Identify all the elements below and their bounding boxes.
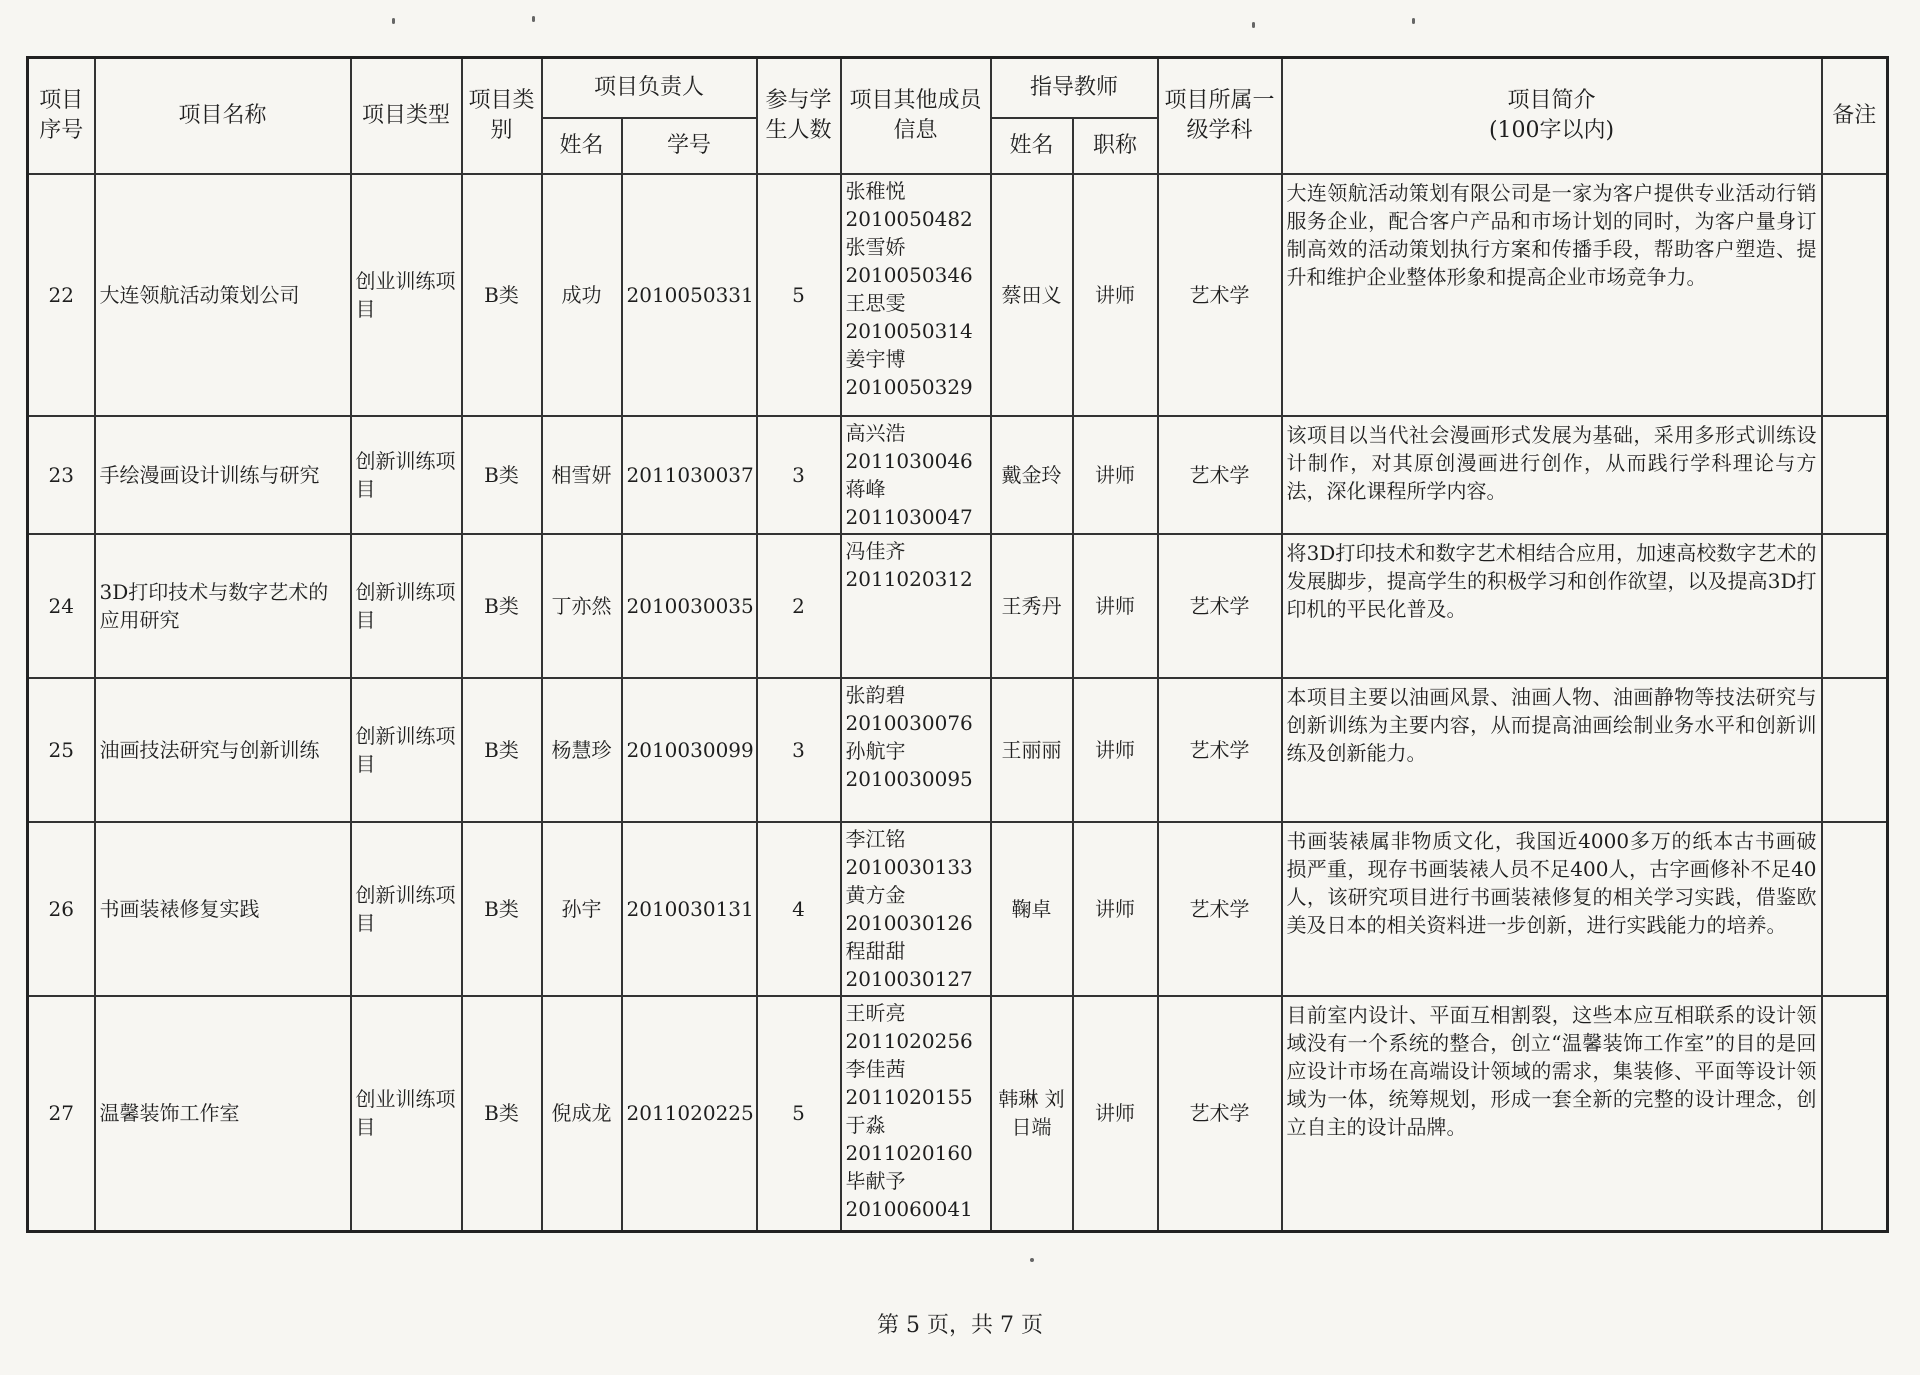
table-row <box>28 174 1888 416</box>
cell-project-name: 大连领航活动策划公司 <box>95 174 351 416</box>
cell-project-name: 手绘漫画设计训练与研究 <box>95 416 351 534</box>
table-row <box>28 996 1888 1232</box>
member-line: 2010030127 <box>845 966 973 991</box>
table-row <box>28 822 1888 996</box>
cell-seq: 22 <box>28 174 95 416</box>
cell-category: B类 <box>462 996 542 1232</box>
table-row <box>28 534 1888 678</box>
header-leader-id: 学号 <box>622 118 757 174</box>
cell-intro: 将3D打印技术和数字艺术相结合应用，加速高校数字艺术的发展脚步，提高学生的积极学习和创作欲望，以及提高3D打印机的平民化普及。 <box>1282 534 1822 678</box>
cell-intro: 该项目以当代社会漫画形式发展为基础，采用多形式训练设计制作，对其原创漫画进行创作，从而践行学科理论与方法，深化课程所学内容。 <box>1282 416 1822 534</box>
cell-intro: 本项目主要以油画风景、油画人物、油画静物等技法研究与创新训练为主要内容，从而提高油画绘制业务水平和创新训练及创新能力。 <box>1282 678 1822 822</box>
cell-advisor-title: 讲师 <box>1073 678 1158 822</box>
cell-leader-name: 成功 <box>542 174 622 416</box>
member-line: 张雪娇 <box>845 234 906 259</box>
cell-remark <box>1822 996 1888 1232</box>
cell-members <box>841 416 991 534</box>
cell-seq: 27 <box>28 996 95 1232</box>
header-type: 项目类型 <box>351 58 462 174</box>
cell-intro: 大连领航活动策划有限公司是一家为客户提供专业活动行销服务企业，配合客户产品和市场计划的同时，为客户量身订制高效的活动策划执行方案和传播手段，帮助客户塑造、提升和维护企业整体形象和提高企业市场竞争力。 <box>1282 174 1822 416</box>
cell-category: B类 <box>462 174 542 416</box>
cell-advisor-title: 讲师 <box>1073 416 1158 534</box>
cell-intro: 目前室内设计、平面互相割裂，这些本应互相联系的设计领域没有一个系统的整合，创立“温馨装饰工作室”的目的是回应设计市场在高端设计领域的需求，集装修、平面等设计领域为一体，统筹规划，形成一套全新的完整的设计理念，创立自主的设计品牌。 <box>1282 996 1822 1232</box>
cell-leader-name: 丁亦然 <box>542 534 622 678</box>
member-line: 王思雯 <box>845 290 906 315</box>
member-line: 2011020160 <box>845 1140 973 1165</box>
cell-count: 5 <box>757 174 841 416</box>
cell-leader-name: 孙宇 <box>542 822 622 996</box>
member-line: 孙航宇 <box>845 738 906 763</box>
project-table <box>26 56 1889 1233</box>
member-line: 张韵碧 <box>845 682 906 707</box>
member-line: 冯佳齐 <box>845 538 906 563</box>
table-row <box>28 416 1888 534</box>
table-body <box>28 174 1888 1232</box>
member-line: 2010030095 <box>845 766 973 791</box>
cell-leader-id: 2010030035 <box>622 534 757 678</box>
member-line: 2010030133 <box>845 854 973 879</box>
member-line: 2010050482 <box>845 206 973 231</box>
cell-category: B类 <box>462 678 542 822</box>
member-line: 2011020256 <box>845 1028 973 1053</box>
cell-remark <box>1822 678 1888 822</box>
header-seq: 项目序号 <box>28 58 95 174</box>
member-line: 2010050314 <box>845 318 973 343</box>
member-line: 李佳茜 <box>845 1056 906 1081</box>
member-line: 2010050329 <box>845 374 973 399</box>
cell-category: B类 <box>462 416 542 534</box>
cell-leader-id: 2010030131 <box>622 822 757 996</box>
cell-count: 4 <box>757 822 841 996</box>
cell-remark <box>1822 822 1888 996</box>
cell-advisor-name: 鞠卓 <box>991 822 1073 996</box>
cell-discipline: 艺术学 <box>1158 534 1282 678</box>
member-line: 黄方金 <box>845 882 906 907</box>
cell-members <box>841 822 991 996</box>
cell-seq: 25 <box>28 678 95 822</box>
header-intro <box>1282 58 1822 174</box>
cell-advisor-title: 讲师 <box>1073 174 1158 416</box>
cell-advisor-title: 讲师 <box>1073 534 1158 678</box>
cell-advisor-title: 讲师 <box>1073 822 1158 996</box>
member-line: 2010030126 <box>845 910 973 935</box>
cell-advisor-name: 王丽丽 <box>991 678 1073 822</box>
cell-leader-name: 相雪妍 <box>542 416 622 534</box>
header-remark: 备注 <box>1822 58 1888 174</box>
member-line: 2010030076 <box>845 710 973 735</box>
cell-leader-name: 杨慧珍 <box>542 678 622 822</box>
cell-project-type: 创业训练项目 <box>351 174 462 416</box>
table-row <box>28 678 1888 822</box>
cell-count: 3 <box>757 678 841 822</box>
cell-advisor-name: 戴金玲 <box>991 416 1073 534</box>
header-advisor: 指导教师 <box>991 58 1158 118</box>
cell-count: 2 <box>757 534 841 678</box>
cell-members <box>841 534 991 678</box>
cell-seq: 24 <box>28 534 95 678</box>
member-line: 程甜甜 <box>845 938 906 963</box>
header-count: 参与学生人数 <box>757 58 841 174</box>
member-line: 2010060041 <box>845 1196 973 1221</box>
cell-project-name: 温馨装饰工作室 <box>95 996 351 1232</box>
cell-advisor-name: 王秀丹 <box>991 534 1073 678</box>
member-line: 于淼 <box>845 1112 886 1137</box>
member-line: 2011020312 <box>845 566 973 591</box>
header-advisor-title: 职称 <box>1073 118 1158 174</box>
cell-seq: 23 <box>28 416 95 534</box>
cell-leader-id: 2011030037 <box>622 416 757 534</box>
cell-count: 5 <box>757 996 841 1232</box>
cell-project-type: 创业训练项目 <box>351 996 462 1232</box>
header-category: 项目类别 <box>462 58 542 174</box>
member-line: 高兴浩 <box>845 420 906 445</box>
cell-discipline: 艺术学 <box>1158 822 1282 996</box>
cell-advisor-title: 讲师 <box>1073 996 1158 1232</box>
cell-remark <box>1822 174 1888 416</box>
header-leader: 项目负责人 <box>542 58 757 118</box>
cell-project-type: 创新训练项目 <box>351 534 462 678</box>
member-line: 2010050346 <box>845 262 973 287</box>
member-line: 毕献予 <box>845 1168 906 1193</box>
header-advisor-name: 姓名 <box>991 118 1073 174</box>
cell-leader-id: 2010030099 <box>622 678 757 822</box>
cell-leader-name: 倪成龙 <box>542 996 622 1232</box>
member-line: 张稚悦 <box>845 178 906 203</box>
member-line: 2011030047 <box>845 504 973 529</box>
cell-discipline: 艺术学 <box>1158 416 1282 534</box>
cell-category: B类 <box>462 822 542 996</box>
member-line: 2011030046 <box>845 448 973 473</box>
cell-project-type: 创新训练项目 <box>351 822 462 996</box>
header-discipline: 项目所属一级学科 <box>1158 58 1282 174</box>
header-intro-title: 项目简介 <box>1507 87 1596 113</box>
cell-advisor-name: 韩琳 刘日端 <box>991 996 1073 1232</box>
page-footer: 第 5 页，共 7 页 <box>877 1313 1043 1338</box>
cell-leader-id: 2011020225 <box>622 996 757 1232</box>
cell-intro: 书画装裱属非物质文化，我国近4000多万的纸本古书画破损严重，现存书画装裱人员不足400人，古字画修补不足40人，该研究项目进行书画装裱修复的相关学习实践，借鉴欧美及日本的相关资料进一步创新，进行实践能力的培养。 <box>1282 822 1822 996</box>
header-leader-name: 姓名 <box>542 118 622 174</box>
header-members: 项目其他成员信息 <box>841 58 991 174</box>
member-line: 姜宇博 <box>845 346 906 371</box>
cell-advisor-name: 蔡田义 <box>991 174 1073 416</box>
cell-leader-id: 2010050331 <box>622 174 757 416</box>
cell-discipline: 艺术学 <box>1158 174 1282 416</box>
cell-project-type: 创新训练项目 <box>351 678 462 822</box>
cell-members <box>841 174 991 416</box>
cell-count: 3 <box>757 416 841 534</box>
cell-category: B类 <box>462 534 542 678</box>
cell-discipline: 艺术学 <box>1158 678 1282 822</box>
member-line: 2011020155 <box>845 1084 973 1109</box>
cell-discipline: 艺术学 <box>1158 996 1282 1232</box>
cell-remark <box>1822 534 1888 678</box>
cell-members <box>841 996 991 1232</box>
member-line: 蒋峰 <box>845 476 886 501</box>
project-table-sheet <box>26 56 1886 1224</box>
header-intro-note: (100字以内) <box>1488 117 1615 143</box>
header-name: 项目名称 <box>95 58 351 174</box>
cell-project-name: 书画装裱修复实践 <box>95 822 351 996</box>
member-line: 李江铭 <box>845 826 906 851</box>
cell-members <box>841 678 991 822</box>
cell-seq: 26 <box>28 822 95 996</box>
cell-project-name: 油画技法研究与创新训练 <box>95 678 351 822</box>
member-line: 王昕亮 <box>845 1000 906 1025</box>
cell-project-name: 3D打印技术与数字艺术的应用研究 <box>95 534 351 678</box>
cell-project-type: 创新训练项目 <box>351 416 462 534</box>
cell-remark <box>1822 416 1888 534</box>
